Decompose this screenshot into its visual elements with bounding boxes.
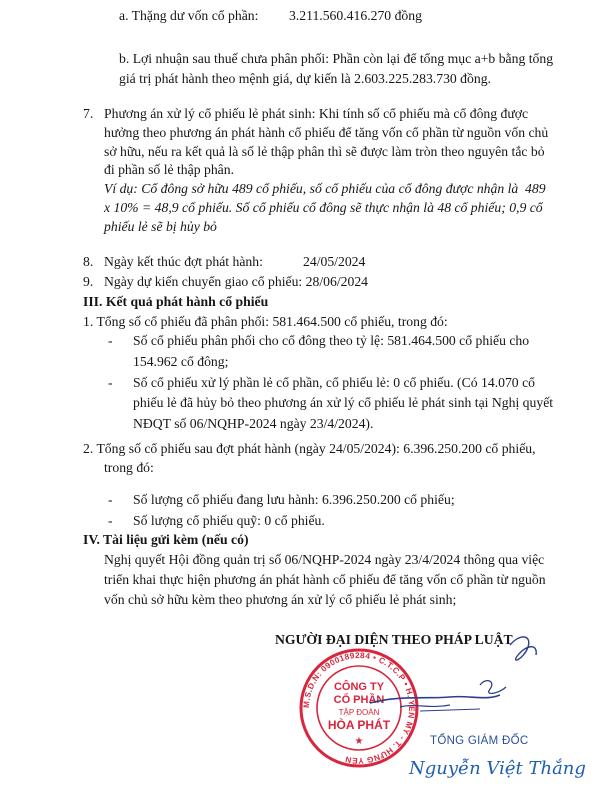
- item-7-line-2: hưởng theo phương án phát hành cổ phiếu để tăng vốn cổ phần từ nguồn vốn chủ: [104, 125, 549, 140]
- point-2-bullet-2: Số lượng cổ phiếu quỹ: 0 cổ phiếu.: [133, 513, 325, 528]
- item-a-label: a. Thặng dư vốn cổ phần:: [119, 8, 259, 23]
- example-line-1: Ví dụ: Cổ đông sở hữu 489 cổ phiếu, số cổ phiếu của cổ đông được nhận là: [104, 181, 519, 196]
- item-8-label: Ngày kết thúc đợt phát hành:: [104, 254, 263, 269]
- handwritten-signature: [360, 625, 560, 725]
- example-line-1-number: 489: [525, 181, 546, 196]
- section-3-point-2-line-1: 2. Tổng số cổ phiếu sau đợt phát hành (ngày 24/05/2024): 6.396.250.200 cổ phiếu,: [83, 441, 536, 456]
- seal-line-2: CỔ PHẦN: [333, 694, 385, 706]
- point-1-bullet-2-line-2: phiếu lẻ đã hủy bỏ theo phương án xử lý cổ phiếu lẻ phát sinh tại Nghị quyết: [133, 395, 554, 410]
- bullet-dash: -: [108, 333, 113, 348]
- bullet-dash: -: [108, 513, 113, 528]
- section-3-point-1: 1. Tổng số cổ phiếu đã phân phối: 581.464.500 cổ phiếu, trong đó:: [83, 314, 448, 329]
- seal-line-1: CÔNG TY: [333, 681, 385, 693]
- item-b-line-1: b. Lợi nhuận sau thuế chưa phân phối: Phần còn lại để tổng mục a+b bằng tổng: [119, 51, 554, 66]
- item-b-line-2: giá trị phát hành theo mệnh giá, dự kiến là 2.603.225.283.730 đồng.: [119, 71, 491, 86]
- general-director-title: TỔNG GIÁM ĐỐC: [430, 735, 529, 747]
- point-2-bullet-1: Số lượng cổ phiếu đang lưu hành: 6.396.250.200 cổ phiếu;: [133, 492, 455, 507]
- point-1-bullet-1-line-2: 154.962 cổ đông;: [133, 354, 229, 369]
- example-line-3: phiếu lẻ sẽ bị hủy bỏ: [104, 219, 217, 234]
- bullet-dash: -: [108, 492, 113, 507]
- seal-line-3: TẬP ĐOÀN: [338, 708, 380, 717]
- section-4-line-1: Nghị quyết Hội đồng quản trị số 06/NQHP-2024 ngày 23/4/2024 thông qua việc: [104, 552, 545, 567]
- item-8-value: 24/05/2024: [303, 254, 366, 269]
- point-1-bullet-2-line-1: Số cổ phiếu xử lý phần lẻ cổ phần, cổ phiếu lẻ: 0 cổ phiếu. (Có 14.070 cổ: [133, 375, 535, 390]
- item-7-number: 7.: [83, 106, 94, 121]
- point-1-bullet-2-line-3: NĐQT số 06/NQHP-2024 ngày 23/4/2024).: [133, 416, 374, 431]
- item-a-value: 3.211.560.416.270 đồng: [289, 8, 422, 23]
- item-7-line-4: đi phần số lẻ thập phân.: [104, 162, 235, 177]
- section-4-heading: IV. Tài liệu gửi kèm (nếu có): [83, 532, 249, 547]
- item-9-number: 9.: [83, 274, 94, 289]
- item-7-line-1: Phương án xử lý cổ phiếu lẻ phát sinh: Khi tính số cổ phiếu mà cổ đông được: [104, 106, 529, 121]
- item-9-text: Ngày dự kiến chuyển giao cổ phiếu: 28/06/2024: [104, 274, 369, 289]
- seal-line-4: HÒA PHÁT: [327, 718, 391, 732]
- seal-star-icon: ★: [354, 736, 364, 747]
- example-line-2: x 10% = 48,9 cổ phiếu. Số cổ phiếu cổ đông sẽ thực nhận là 48 cổ phiếu; 0,9 cổ: [104, 200, 543, 215]
- section-3-point-2-line-2: trong đó:: [104, 460, 154, 475]
- signatory-name: Nguyễn Việt Thắng: [409, 758, 586, 779]
- legal-representative-heading: NGƯỜI ĐẠI DIỆN THEO PHÁP LUẬT: [275, 632, 513, 647]
- item-7-line-3: sở hữu, nếu ra kết quả là số lẻ thập phân thì sẽ được làm tròn theo nguyên tắc bỏ: [104, 144, 545, 159]
- seal-ring-text: M.S.D.N: 0900189284 • C.T.C.P • H. YÊN MỸ - T. HƯNG YÊN: [301, 650, 417, 766]
- item-8-number: 8.: [83, 254, 94, 269]
- bullet-dash: -: [108, 375, 113, 390]
- point-1-bullet-1-line-1: Số cổ phiếu phân phối cho cổ đông theo tỷ lệ: 581.464.500 cổ phiếu cho: [133, 333, 530, 348]
- section-4-line-3: vốn chủ sở hữu kèm theo phương án xử lý cổ phiếu lẻ phát sinh;: [104, 592, 457, 607]
- section-4-line-2: triển khai thực hiện phương án phát hành cổ phiếu để tăng vốn cổ phần từ nguồn: [104, 572, 546, 587]
- section-3-heading: III. Kết quả phát hành cổ phiếu: [83, 294, 269, 309]
